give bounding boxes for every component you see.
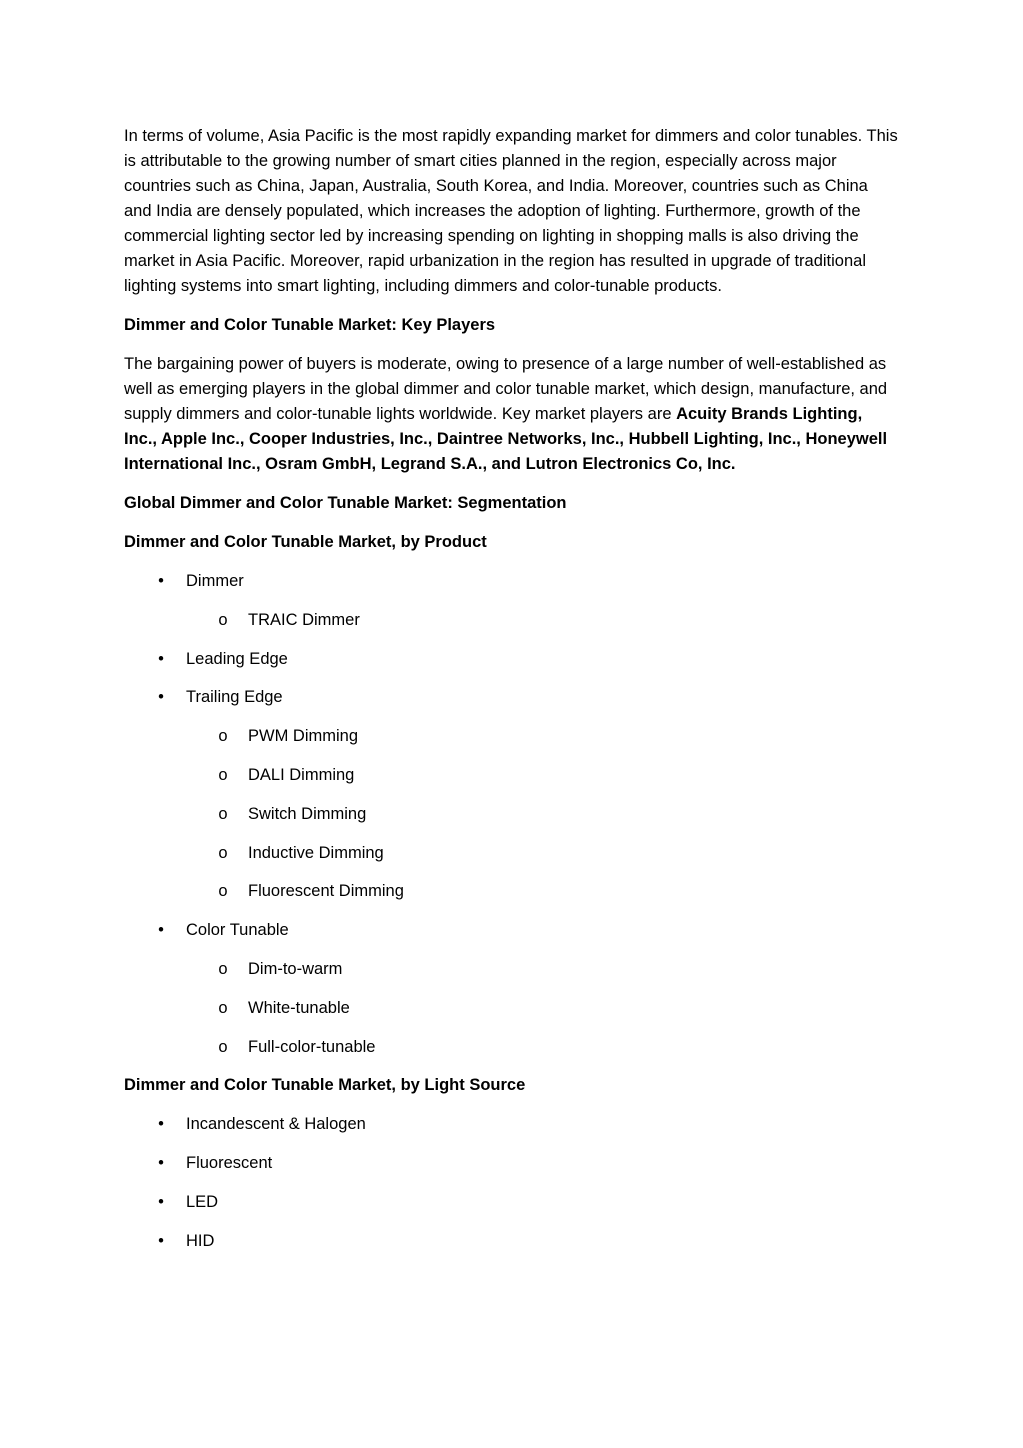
sub-list [186, 608, 899, 633]
key-players-list: Acuity Brands Lighting, Inc., Apple Inc., Cooper Industries, Inc., Daintree Networks, Inc., Hubbell Lighting, Inc., Honeywell International Inc., Osram GmbH, Legrand S.A., and Lutron Electronics Co, Inc. [124, 405, 888, 473]
sub-list-item-label: Switch Dimming [248, 804, 367, 823]
list-item [124, 918, 899, 1059]
sub-list-item [186, 724, 899, 749]
sub-list-item-label: Inductive Dimming [248, 843, 384, 862]
bullet-icon: • [158, 1192, 164, 1211]
bullet-icon: • [158, 688, 164, 707]
sub-list-item-label: TRAIC Dimmer [248, 610, 360, 629]
list-item-label: Fluorescent [186, 1154, 273, 1173]
list-item [124, 1229, 899, 1254]
circle-bullet-icon: o [218, 882, 228, 901]
sub-list [186, 957, 899, 1060]
list-item-label: Incandescent & Halogen [186, 1115, 366, 1134]
list-item-label: Dimmer [186, 572, 244, 590]
list-item [124, 1112, 899, 1137]
sub-list-item [186, 957, 899, 982]
sub-list [186, 724, 899, 904]
circle-bullet-icon: o [218, 610, 228, 629]
sub-list-item [186, 802, 899, 827]
circle-bullet-icon: o [218, 959, 228, 978]
list-item [124, 647, 899, 672]
list-item [124, 685, 899, 904]
circle-bullet-icon: o [218, 998, 228, 1017]
sub-list-item-label: Fluorescent Dimming [248, 882, 404, 901]
list-item-label: HID [186, 1231, 215, 1250]
bullet-icon: • [158, 921, 164, 940]
bullet-icon: • [158, 1231, 164, 1250]
sub-list-item [186, 879, 899, 904]
sub-list-item-label: Dim-to-warm [248, 959, 343, 978]
circle-bullet-icon: o [218, 843, 228, 862]
by-product-list [124, 569, 899, 1060]
document-page [124, 124, 899, 1268]
bullet-icon: • [158, 649, 164, 668]
sub-list-item [186, 1035, 899, 1060]
by-product-heading: Dimmer and Color Tunable Market, by Product [124, 533, 487, 551]
sub-list-item-label: PWM Dimming [248, 727, 358, 746]
list-item-label: LED [186, 1192, 219, 1211]
circle-bullet-icon: o [218, 1037, 228, 1056]
sub-list-item-label: White-tunable [248, 998, 350, 1017]
circle-bullet-icon: o [218, 804, 228, 823]
bullet-icon: • [158, 1115, 164, 1134]
list-item [124, 1190, 899, 1215]
sub-list-item [186, 608, 899, 633]
bullet-icon: • [158, 572, 164, 590]
segmentation-heading: Global Dimmer and Color Tunable Market: Segmentation [124, 494, 567, 512]
by-light-source-heading: Dimmer and Color Tunable Market, by Light Source [124, 1076, 526, 1095]
by-light-source-list [124, 1112, 899, 1253]
sub-list-item [186, 841, 899, 866]
sub-list-item [186, 763, 899, 788]
list-item-label: Color Tunable [186, 921, 289, 940]
circle-bullet-icon: o [218, 765, 228, 784]
list-item [124, 1151, 899, 1176]
bullet-icon: • [158, 1154, 164, 1173]
sub-list-item-label: DALI Dimming [248, 765, 355, 784]
list-item [124, 569, 899, 633]
list-item-label: Leading Edge [186, 649, 288, 668]
sub-list-item-label: Full-color-tunable [248, 1037, 376, 1056]
key-players-text: The bargaining power of buyers is moderate, owing to presence of a large number of well-established as well as emerging players in the global dimmer and color tunable market, which design, manufacture, and supply dimmers and color-tunable lights worldwide. Key market players are [124, 355, 888, 423]
circle-bullet-icon: o [218, 727, 228, 746]
intro-paragraph: In terms of volume, Asia Pacific is the most rapidly expanding market for dimmers and color tunables. This is attributable to the growing number of smart cities planned in the region, especially across major countries such as China, Japan, Australia, South Korea, and India. Moreover, countries such as China and India are densely populated, which increases the adoption of lighting. Furthermore, growth of the commercial lighting sector led by increasing spending on lighting in shopping malls is also driving the market in Asia Pacific. Moreover, rapid urbanization in the region has resulted in upgrade of traditional lighting systems into smart lighting, including dimmers and color-tunable products. [124, 127, 898, 295]
sub-list-item [186, 996, 899, 1021]
list-item-label: Trailing Edge [186, 688, 283, 707]
key-players-heading: Dimmer and Color Tunable Market: Key Players [124, 316, 496, 334]
key-players-paragraph [124, 352, 899, 477]
